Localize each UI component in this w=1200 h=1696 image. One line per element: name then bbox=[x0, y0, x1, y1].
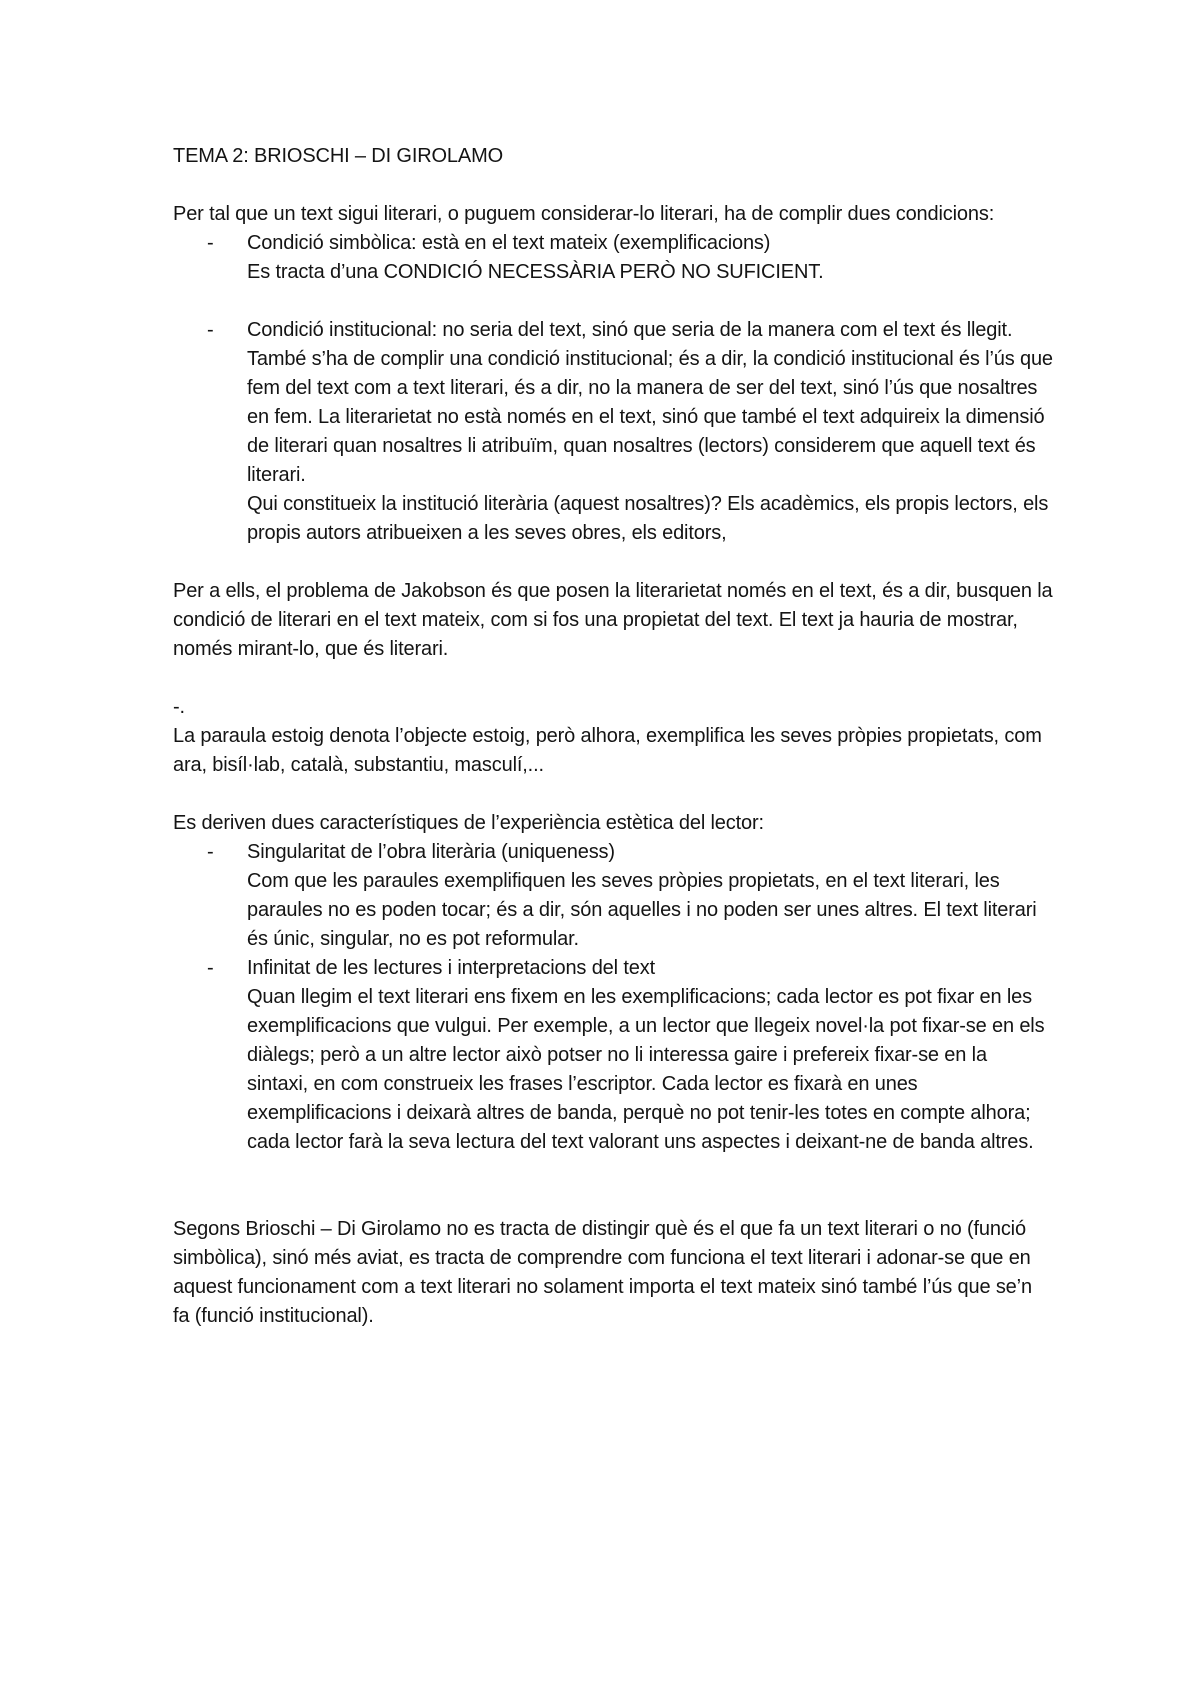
characteristic-item-infinity bbox=[173, 954, 1053, 1157]
conclusion-paragraph: Segons Brioschi – Di Girolamo no es tracta de distingir què és el que fa un text literari o no (funció simbòlica), sinó més aviat, es tracta de comprendre com funciona el text literari i adonar-se que en aquest funcionament com a text literari no solament importa el text mateix sinó també l’ús que se’n fa (funció institucional). bbox=[173, 1218, 1032, 1327]
condition-heading: Condició institucional: no seria del text, sinó que seria de la manera com el text és llegit. bbox=[247, 319, 1013, 341]
estoig-paragraph: La paraula estoig denota l’objecte estoig, però alhora, exemplifica les seves pròpies propietats, com ara, bisíl·lab, català, substantiu, masculí,... bbox=[173, 725, 1042, 776]
document-body bbox=[173, 142, 1053, 1331]
list-dash: - bbox=[207, 319, 214, 341]
separator-text: -. bbox=[173, 696, 185, 718]
document-title: TEMA 2: BRIOSCHI – DI GIROLAMO bbox=[173, 145, 504, 167]
characteristic-heading: Singularitat de l’obra literària (uniqueness) bbox=[247, 841, 615, 863]
condition-heading: Condició simbòlica: està en el text mateix (exemplificacions) bbox=[247, 232, 771, 254]
characteristics-intro: Es deriven dues característiques de l’experiència estètica del lector: bbox=[173, 812, 764, 834]
list-dash: - bbox=[207, 841, 214, 863]
spacer bbox=[173, 287, 1053, 316]
condition-item-institutional bbox=[173, 316, 1053, 548]
condition-extra: Qui constitueix la institució literària (aquest nosaltres)? Els acadèmics, els propis lectors, els propis autors atribueixen a les seves obres, els editors, bbox=[247, 493, 1049, 544]
characteristic-heading: Infinitat de les lectures i interpretacions del text bbox=[247, 957, 655, 979]
characteristic-body: Com que les paraules exemplifiquen les seves pròpies propietats, en el text literari, les paraules no es poden tocar; és a dir, són aquelles i no poden ser unes altres. El text literari és únic, singular, no es pot reformular. bbox=[247, 870, 1037, 950]
intro-paragraph: Per tal que un text sigui literari, o puguem considerar-lo literari, ha de complir dues condicions: bbox=[173, 203, 995, 225]
list-dash: - bbox=[207, 232, 214, 254]
condition-body: Es tracta d’una CONDICIÓ NECESSÀRIA PERÒ NO SUFICIENT. bbox=[247, 261, 824, 283]
characteristic-item-uniqueness bbox=[173, 838, 1053, 954]
spacer bbox=[173, 1186, 1053, 1215]
spacer bbox=[173, 664, 1053, 693]
characteristic-body: Quan llegim el text literari ens fixem en les exemplificacions; cada lector es pot fixar en les exemplificacions que vulgui. Per exemple, a un lector que llegeix novel·la pot fixar-se en els diàlegs; però a un altre lector això potser no li interessa gaire i prefereix fixar-se en la sintaxi, en com construeix les frases l’escriptor. Cada lector es fixarà en unes exemplificacions i deixarà altres de banda, perquè no pot tenir-les totes en compte alhora; cada lector farà la seva lectura del text valorant uns aspectes i deixant-ne de banda altres. bbox=[247, 986, 1045, 1153]
condition-item-symbolic bbox=[173, 229, 1053, 287]
condition-body: També s’ha de complir una condició institucional; és a dir, la condició institucional és l’ús que fem del text com a text literari, és a dir, no la manera de ser del text, sinó l’ús que nosaltres en fem. La literarietat no està només en el text, sinó que també el text adquireix la dimensió de literari quan nosaltres li atribuïm, quan nosaltres (lectors) considerem que aquell text és literari. bbox=[247, 348, 1053, 486]
spacer bbox=[173, 780, 1053, 809]
spacer bbox=[173, 548, 1053, 577]
list-dash: - bbox=[207, 957, 214, 979]
jakobson-paragraph: Per a ells, el problema de Jakobson és que posen la literarietat només en el text, és a dir, busquen la condició de literari en el text mateix, com si fos una propietat del text. El text ja hauria de mostrar, només mirant-lo, que és literari. bbox=[173, 580, 1053, 660]
spacer bbox=[173, 1157, 1053, 1186]
